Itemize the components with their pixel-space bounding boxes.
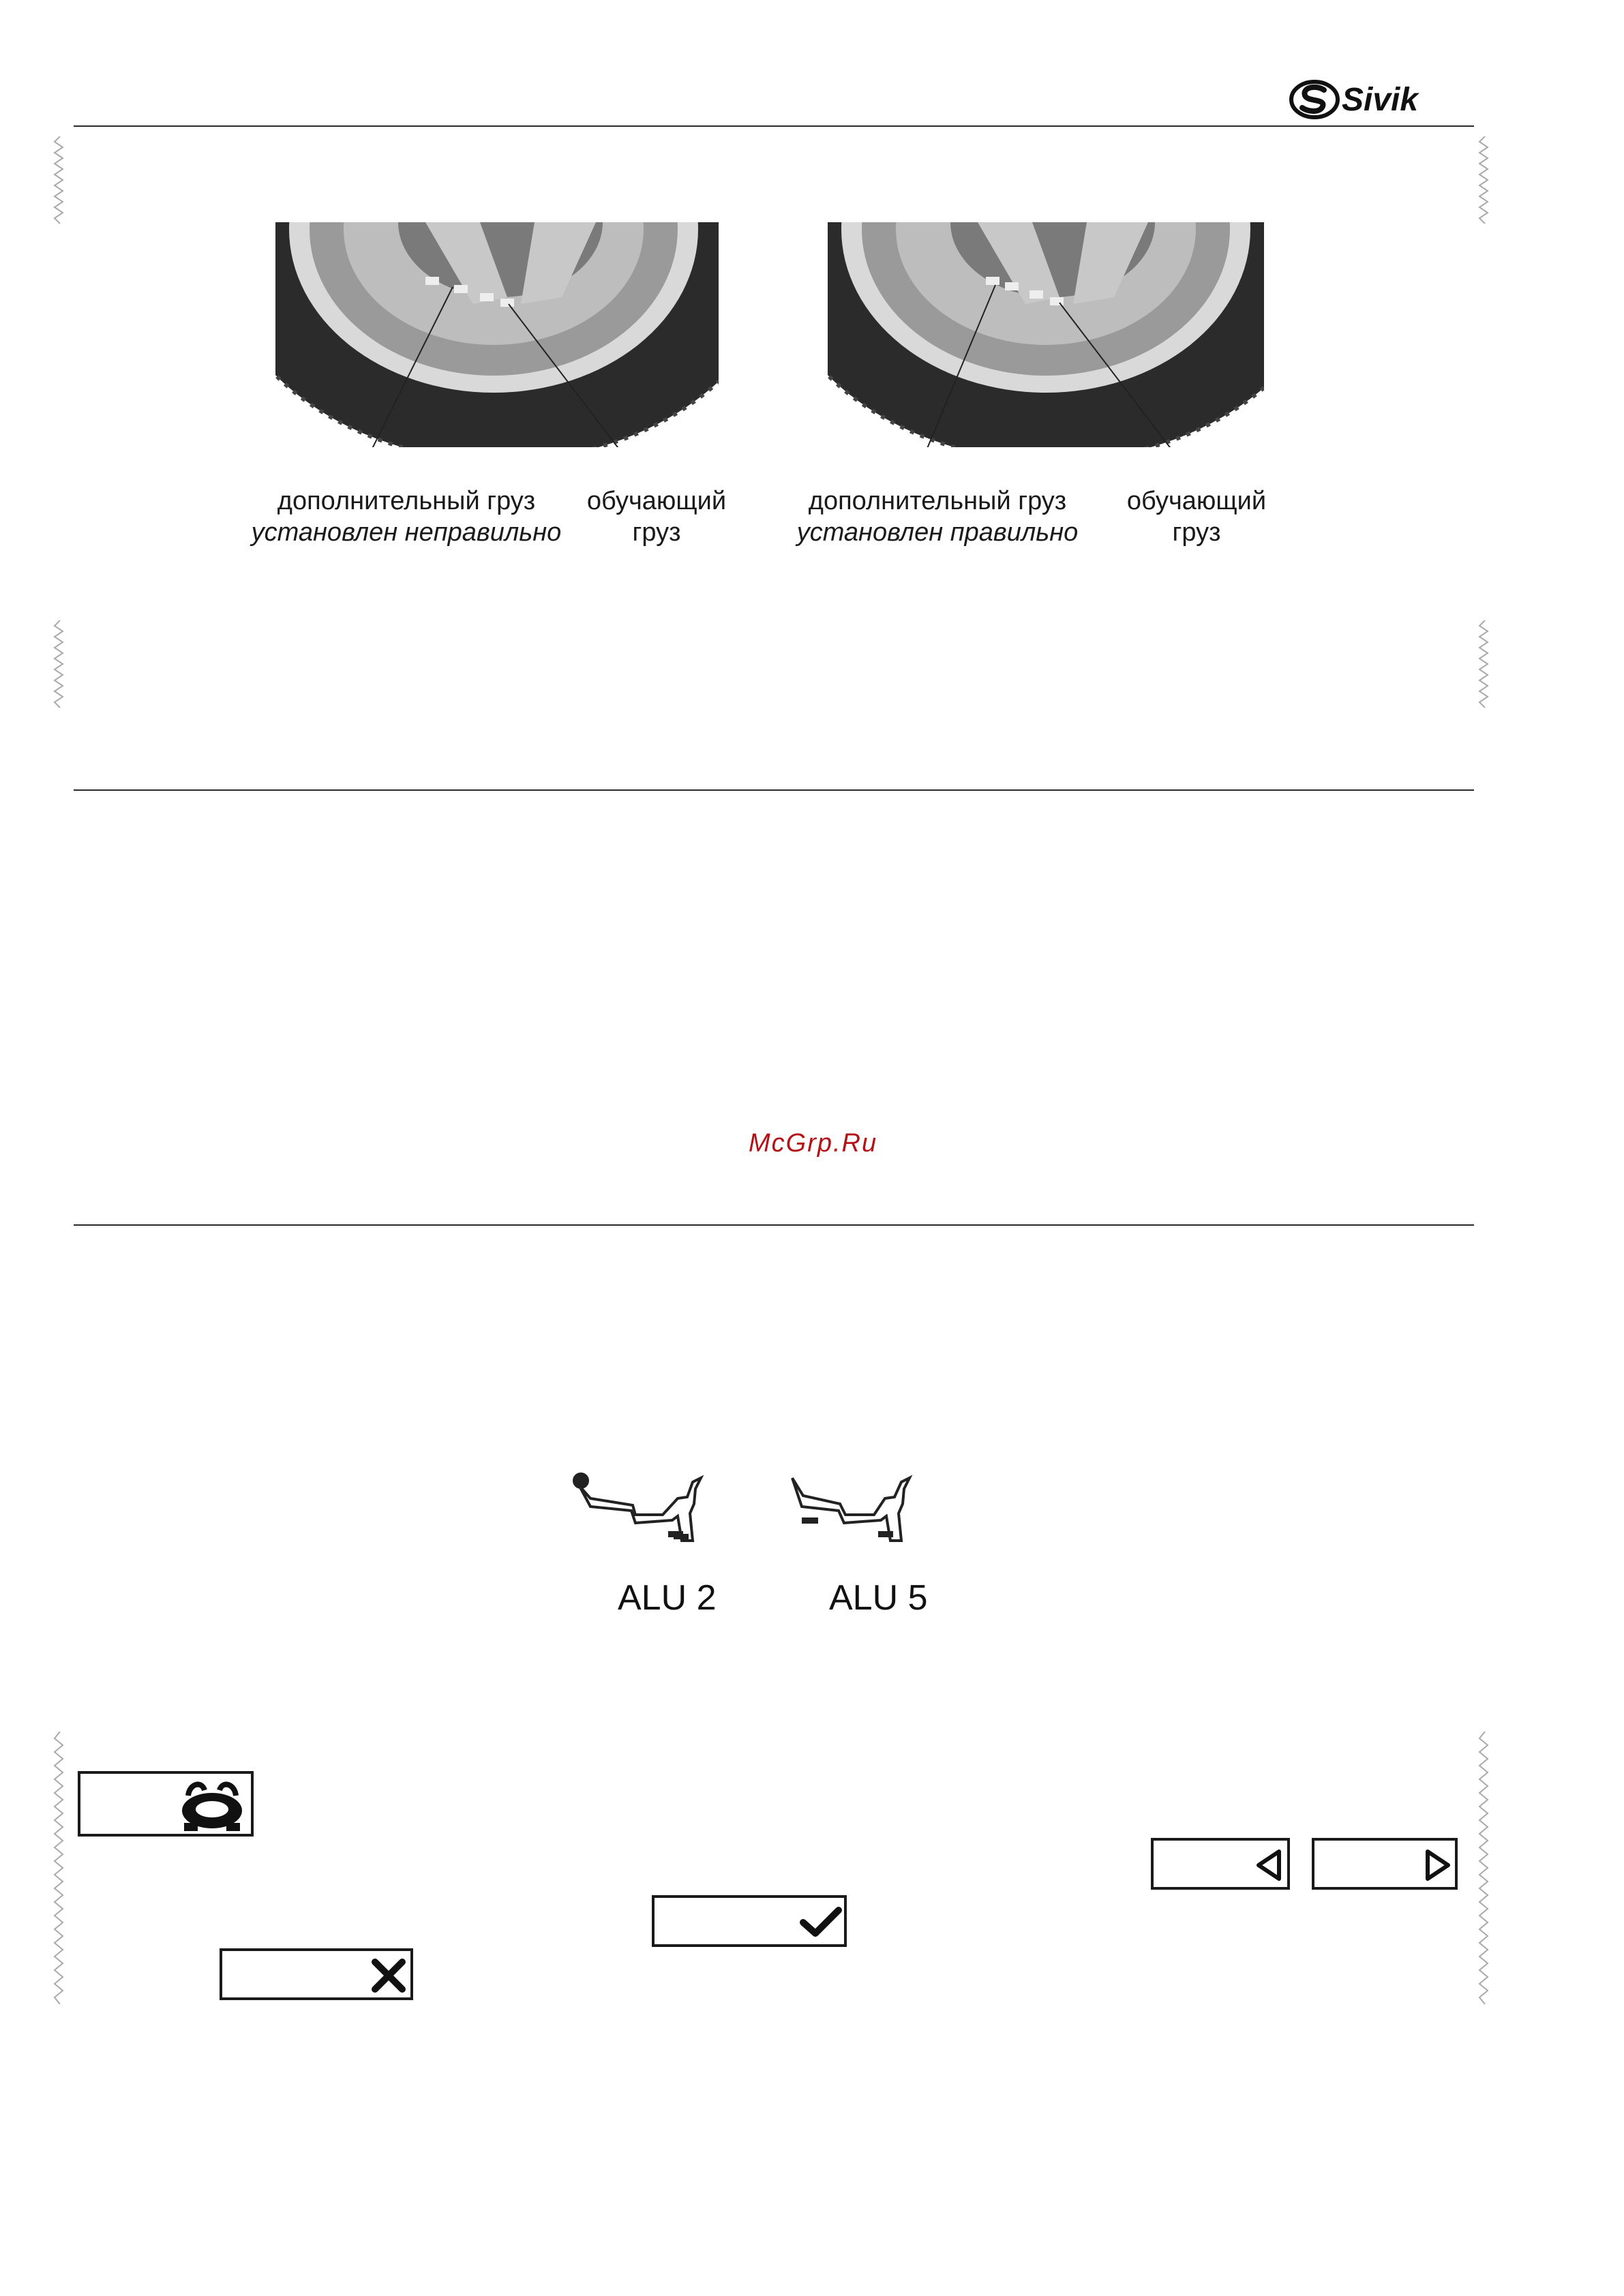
balance-weight-icon <box>175 1775 250 1832</box>
caption-teach-weight-right <box>1118 485 1275 548</box>
margin-mark <box>1478 620 1492 709</box>
wheel-photo-correct <box>828 222 1264 447</box>
caption-line: дополнительный груз <box>277 487 536 515</box>
rim-label-alu5: ALU 5 <box>829 1578 928 1618</box>
margin-mark <box>53 1732 67 2004</box>
cancel-button[interactable] <box>220 1948 413 2000</box>
caption-line: обучающий <box>1126 487 1267 515</box>
rim-profiles-figure <box>570 1466 979 1629</box>
wheel-photo-incorrect <box>275 222 719 447</box>
balance-mode-button[interactable] <box>78 1771 254 1837</box>
caption-line: обучающий <box>586 487 727 515</box>
triangle-left-icon <box>1254 1849 1284 1882</box>
sivik-logo-icon <box>1289 75 1459 123</box>
rim-profile-alu2 <box>574 1474 701 1541</box>
caption-line-italic: установлен неправильно <box>251 518 562 547</box>
caption-extra-weight-incorrect <box>243 485 570 548</box>
header-rule <box>74 125 1474 127</box>
next-button[interactable] <box>1312 1838 1458 1890</box>
caption-line: дополнительный груз <box>808 487 1067 515</box>
confirm-button[interactable] <box>652 1895 847 1947</box>
brand-logo <box>1289 75 1459 123</box>
rim-label-alu2: ALU 2 <box>618 1578 717 1618</box>
section-rule <box>74 1224 1474 1226</box>
watermark: McGrp.Ru <box>749 1129 878 1158</box>
caption-extra-weight-correct <box>784 485 1091 548</box>
prev-button[interactable] <box>1151 1838 1290 1890</box>
caption-line: груз <box>632 518 681 547</box>
margin-mark <box>53 136 67 225</box>
margin-mark <box>1478 136 1492 225</box>
checkmark-icon <box>799 1906 843 1939</box>
cross-icon <box>371 1958 406 1993</box>
margin-mark <box>1478 1732 1492 2004</box>
caption-line: груз <box>1172 518 1221 547</box>
caption-teach-weight-left <box>578 485 735 548</box>
brand-name: Sivik <box>1342 82 1419 118</box>
triangle-right-icon <box>1422 1849 1452 1882</box>
caption-line-italic: установлен правильно <box>796 518 1079 547</box>
section-rule <box>74 789 1474 791</box>
margin-mark <box>53 620 67 709</box>
